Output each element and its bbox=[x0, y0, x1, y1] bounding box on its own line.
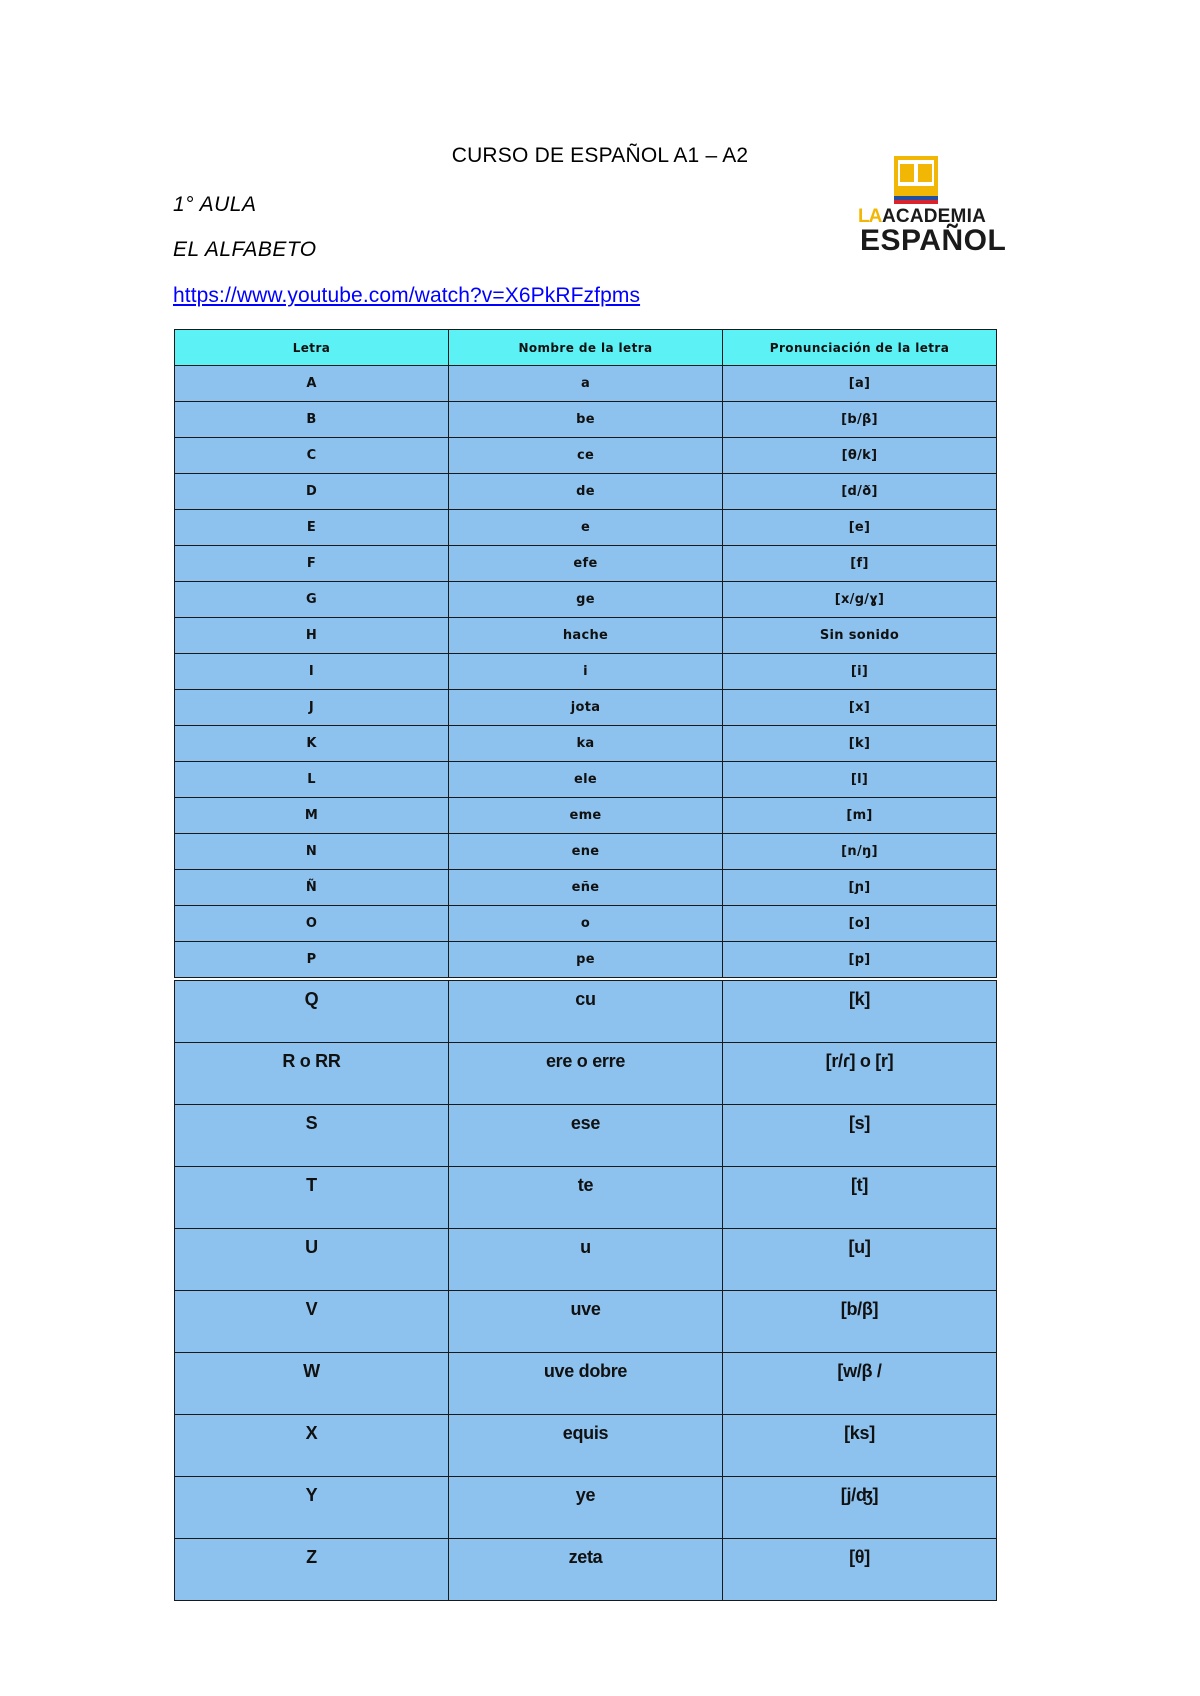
letter-name-cell: uve bbox=[449, 1291, 723, 1353]
pronunciation-cell: [u] bbox=[723, 1229, 997, 1291]
letter-cell: Q bbox=[175, 981, 449, 1043]
pronunciation-cell: [e] bbox=[723, 510, 997, 546]
pronunciation-cell: [l] bbox=[723, 762, 997, 798]
table-row bbox=[175, 366, 997, 402]
table-row bbox=[175, 798, 997, 834]
letter-name-cell: be bbox=[449, 402, 723, 438]
letter-name-cell: ele bbox=[449, 762, 723, 798]
book-icon bbox=[858, 156, 998, 206]
letter-cell: J bbox=[175, 690, 449, 726]
letter-cell: E bbox=[175, 510, 449, 546]
table-row bbox=[175, 942, 997, 978]
table-row bbox=[175, 1415, 997, 1477]
logo-espanol: ESPAÑOL bbox=[860, 224, 1007, 257]
pronunciation-cell: [p] bbox=[723, 942, 997, 978]
letter-cell: S bbox=[175, 1105, 449, 1167]
table-row bbox=[175, 834, 997, 870]
letter-name-cell: uve dobre bbox=[449, 1353, 723, 1415]
letter-name-cell: jota bbox=[449, 690, 723, 726]
pronunciation-cell: [b/β] bbox=[723, 1291, 997, 1353]
header-letter: Letra bbox=[175, 330, 449, 366]
table-row bbox=[175, 654, 997, 690]
table-row bbox=[175, 618, 997, 654]
table-row bbox=[175, 870, 997, 906]
letter-cell: D bbox=[175, 474, 449, 510]
academia-logo bbox=[858, 156, 1007, 257]
header-letter-name: Nombre de la letra bbox=[449, 330, 723, 366]
pronunciation-cell: [x] bbox=[723, 690, 997, 726]
youtube-link[interactable]: https://www.youtube.com/watch?v=X6PkRFzfpms bbox=[173, 284, 641, 307]
header-pronunciation: Pronunciación de la letra bbox=[723, 330, 997, 366]
letter-cell: V bbox=[175, 1291, 449, 1353]
table-row bbox=[175, 1353, 997, 1415]
pronunciation-cell: [j/ʤ] bbox=[723, 1477, 997, 1539]
letter-cell: H bbox=[175, 618, 449, 654]
letter-name-cell: ye bbox=[449, 1477, 723, 1539]
logo-academia: ACADEMIA bbox=[882, 206, 986, 227]
letter-cell: T bbox=[175, 1167, 449, 1229]
letter-cell: Z bbox=[175, 1539, 449, 1601]
letter-name-cell: a bbox=[449, 366, 723, 402]
table-row bbox=[175, 438, 997, 474]
letter-cell: O bbox=[175, 906, 449, 942]
letter-cell: R o RR bbox=[175, 1043, 449, 1105]
alphabet-table bbox=[174, 329, 996, 1601]
table-row bbox=[175, 474, 997, 510]
letter-name-cell: pe bbox=[449, 942, 723, 978]
letter-cell: U bbox=[175, 1229, 449, 1291]
letter-name-cell: de bbox=[449, 474, 723, 510]
table-row bbox=[175, 1105, 997, 1167]
table-row bbox=[175, 1167, 997, 1229]
pronunciation-cell: [x/g/ɣ] bbox=[723, 582, 997, 618]
lesson-topic: EL ALFABETO bbox=[173, 238, 317, 261]
table-row bbox=[175, 1043, 997, 1105]
table-header-row bbox=[175, 330, 997, 366]
letter-name-cell: zeta bbox=[449, 1539, 723, 1601]
letter-name-cell: efe bbox=[449, 546, 723, 582]
letter-cell: F bbox=[175, 546, 449, 582]
table-row bbox=[175, 510, 997, 546]
table-row bbox=[175, 1229, 997, 1291]
pronunciation-cell: [ks] bbox=[723, 1415, 997, 1477]
letter-name-cell: ese bbox=[449, 1105, 723, 1167]
letter-name-cell: eñe bbox=[449, 870, 723, 906]
lesson-number: 1° AULA bbox=[173, 193, 257, 216]
logo-la: LA bbox=[858, 206, 882, 227]
letter-cell: L bbox=[175, 762, 449, 798]
pronunciation-cell: [t] bbox=[723, 1167, 997, 1229]
course-title: CURSO DE ESPAÑOL A1 – A2 bbox=[451, 144, 749, 167]
letter-cell: G bbox=[175, 582, 449, 618]
table-row bbox=[175, 690, 997, 726]
letter-name-cell: u bbox=[449, 1229, 723, 1291]
pronunciation-cell: Sin sonido bbox=[723, 618, 997, 654]
table-row bbox=[175, 1291, 997, 1353]
pronunciation-cell: [m] bbox=[723, 798, 997, 834]
letter-name-cell: e bbox=[449, 510, 723, 546]
letter-cell: Ñ bbox=[175, 870, 449, 906]
letter-name-cell: te bbox=[449, 1167, 723, 1229]
pronunciation-cell: [a] bbox=[723, 366, 997, 402]
letter-name-cell: i bbox=[449, 654, 723, 690]
pronunciation-cell: [b/β] bbox=[723, 402, 997, 438]
pronunciation-cell: [d/ð] bbox=[723, 474, 997, 510]
pronunciation-cell: [n/ŋ] bbox=[723, 834, 997, 870]
letter-cell: M bbox=[175, 798, 449, 834]
letter-name-cell: cu bbox=[449, 981, 723, 1043]
letter-cell: B bbox=[175, 402, 449, 438]
pronunciation-cell: [i] bbox=[723, 654, 997, 690]
pronunciation-cell: [o] bbox=[723, 906, 997, 942]
pronunciation-cell: [ɲ] bbox=[723, 870, 997, 906]
letter-name-cell: ge bbox=[449, 582, 723, 618]
table-row bbox=[175, 726, 997, 762]
letter-name-cell: hache bbox=[449, 618, 723, 654]
pronunciation-cell: [θ] bbox=[723, 1539, 997, 1601]
table-row bbox=[175, 1477, 997, 1539]
letter-name-cell: ce bbox=[449, 438, 723, 474]
letter-name-cell: ka bbox=[449, 726, 723, 762]
pronunciation-cell: [θ/k] bbox=[723, 438, 997, 474]
pronunciation-cell: [r/ɾ] o [r] bbox=[723, 1043, 997, 1105]
letter-name-cell: ene bbox=[449, 834, 723, 870]
pronunciation-cell: [w/β / bbox=[723, 1353, 997, 1415]
pronunciation-cell: [k] bbox=[723, 726, 997, 762]
letter-cell: A bbox=[175, 366, 449, 402]
table-row bbox=[175, 402, 997, 438]
pronunciation-cell: [k] bbox=[723, 981, 997, 1043]
letter-cell: X bbox=[175, 1415, 449, 1477]
table-row bbox=[175, 762, 997, 798]
table-row bbox=[175, 981, 997, 1043]
letter-cell: I bbox=[175, 654, 449, 690]
table-row bbox=[175, 546, 997, 582]
letter-name-cell: equis bbox=[449, 1415, 723, 1477]
letter-name-cell: eme bbox=[449, 798, 723, 834]
letter-cell: P bbox=[175, 942, 449, 978]
letter-name-cell: ere o erre bbox=[449, 1043, 723, 1105]
pronunciation-cell: [f] bbox=[723, 546, 997, 582]
letter-cell: N bbox=[175, 834, 449, 870]
letter-cell: C bbox=[175, 438, 449, 474]
table-row bbox=[175, 906, 997, 942]
pronunciation-cell: [s] bbox=[723, 1105, 997, 1167]
letter-cell: K bbox=[175, 726, 449, 762]
letter-cell: Y bbox=[175, 1477, 449, 1539]
letter-cell: W bbox=[175, 1353, 449, 1415]
table-row bbox=[175, 582, 997, 618]
letter-name-cell: o bbox=[449, 906, 723, 942]
table-row bbox=[175, 1539, 997, 1601]
